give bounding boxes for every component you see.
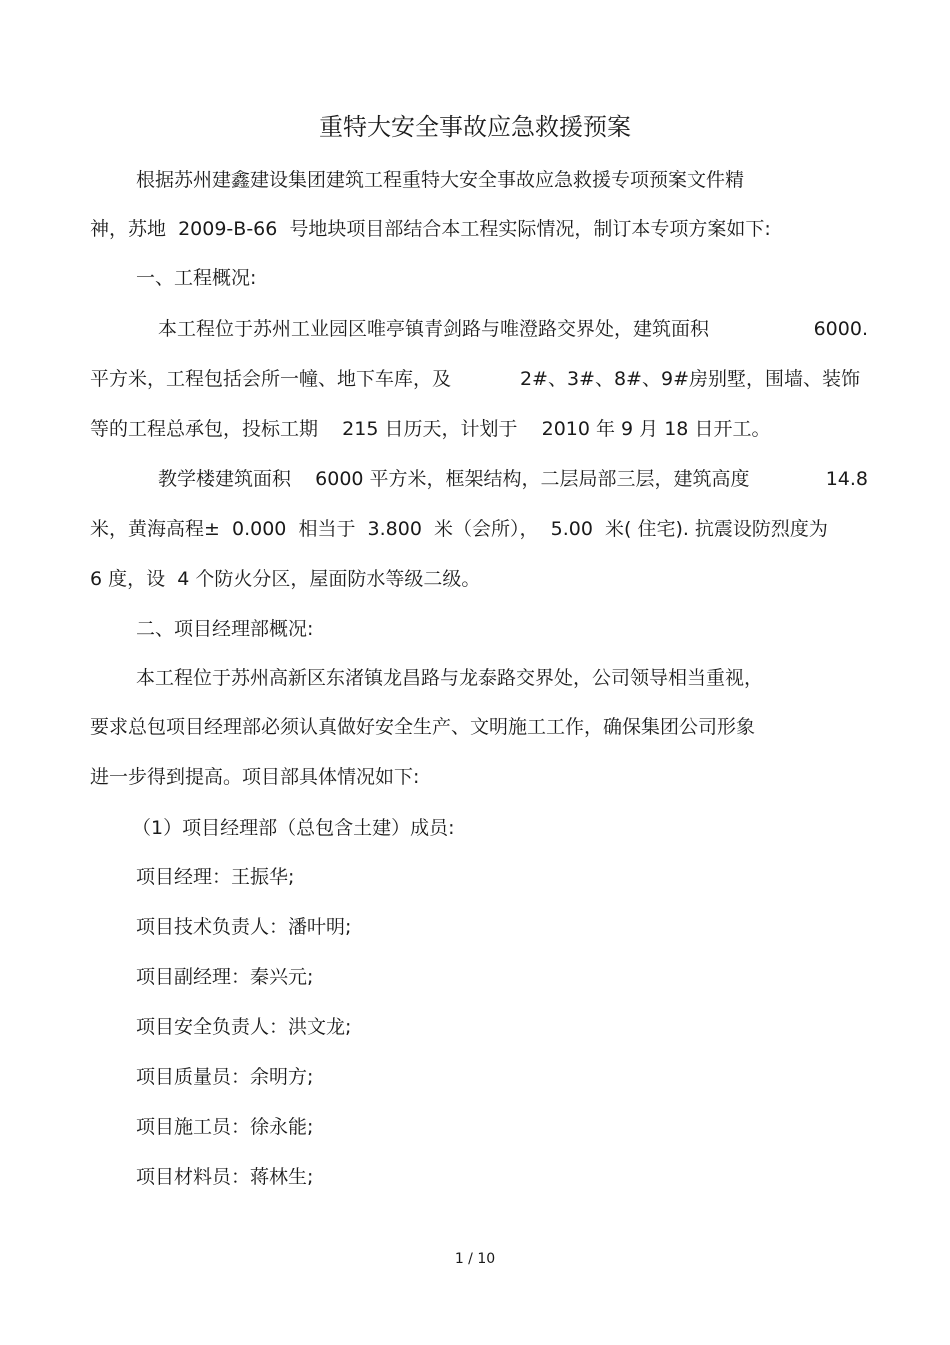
member-item: 项目经理：王振华;	[136, 866, 295, 888]
intro-line-1: 根据苏州建鑫建设集团建筑工程重特大安全事故应急救援专项预案文件精	[136, 169, 745, 191]
section-1-para-1-line-1-right: 6000.	[813, 318, 868, 340]
member-item: 项目材料员：蒋林生;	[136, 1166, 314, 1188]
section-2-para-1-line-2: 要求总包项目经理部必须认真做好安全生产、文明施工工作，确保集团公司形象	[90, 716, 756, 738]
page-indicator: 1 / 10	[454, 1251, 496, 1267]
document-title: 重特大安全事故应急救援预案	[319, 113, 631, 141]
section-1-para-1-line-2-right: 2#、3#、8#、9#房别墅，围墙、装饰	[519, 368, 860, 390]
member-item: 项目施工员：徐永能;	[136, 1116, 314, 1138]
section-2-heading: 二、项目经理部概况:	[136, 618, 314, 640]
section-1-para-2-line-1-right: 14.8	[825, 468, 868, 490]
section-1-heading: 一、工程概况:	[136, 267, 257, 289]
member-item: 项目安全负责人：洪文龙;	[136, 1016, 352, 1038]
member-item: 项目技术负责人：潘叶明;	[136, 916, 352, 938]
section-1-para-1-line-3: 等的工程总承包，投标工期 215 日历天，计划于 2010 年 9 月 18 日开工。	[90, 418, 771, 440]
section-2-para-1-line-1: 本工程位于苏州高新区东渚镇龙昌路与龙泰路交界处，公司领导相当重视，	[136, 667, 764, 689]
section-1-para-2-line-2: 米，黄海高程± 0.000 相当于 3.800 米（会所）， 5.00 米( 住宅). 抗震设防烈度为	[90, 518, 828, 540]
section-1-para-2-line-3: 6 度，设 4 个防火分区，屋面防水等级二级。	[90, 568, 481, 590]
section-1-para-2-line-1	[158, 467, 868, 491]
member-item: 项目副经理：秦兴元;	[136, 966, 314, 988]
section-2-subheading: （1）项目经理部（总包含土建）成员:	[132, 817, 455, 839]
section-1-para-1-line-1-left: 本工程位于苏州工业园区唯亭镇青剑路与唯澄路交界处，建筑面积	[158, 318, 710, 340]
intro-line-2: 神，苏地 2009-B-66 号地块项目部结合本工程实际情况，制订本专项方案如下:	[90, 218, 771, 240]
section-2-para-1-line-3: 进一步得到提高。项目部具体情况如下:	[90, 766, 420, 788]
section-1-para-1-line-2	[90, 367, 860, 391]
section-1-para-1-line-2-left: 平方米，工程包括会所一幢、地下车库，及	[90, 368, 452, 390]
member-item: 项目质量员：余明方;	[136, 1066, 314, 1088]
section-1-para-2-line-1-left: 教学楼建筑面积 6000 平方米，框架结构，二层局部三层，建筑高度	[158, 468, 750, 490]
section-1-para-1-line-1	[158, 317, 868, 341]
